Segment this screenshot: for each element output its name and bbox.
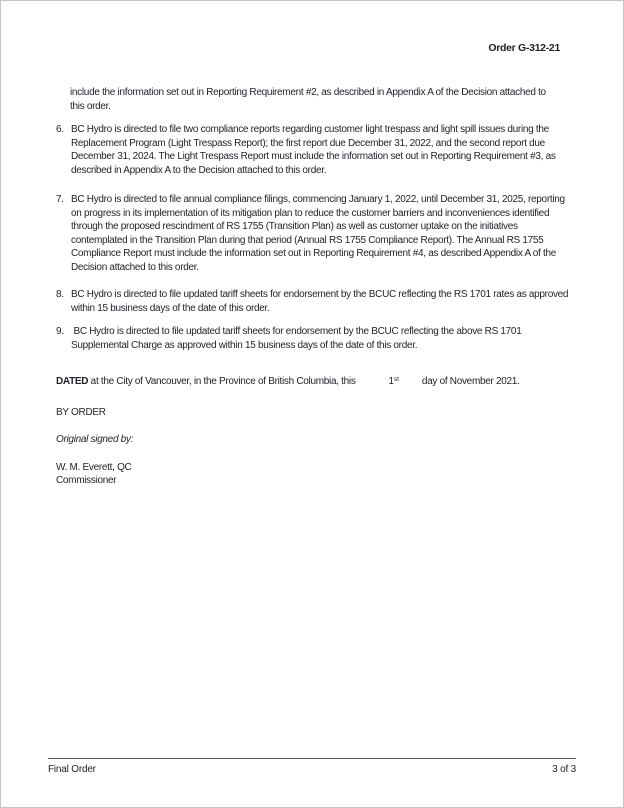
directive-text: BC Hydro is directed to file annual compliance filings, commencing January 1, 2022, until December 31, 2025, reporting on progress in its implementation of its mitigation plan to reduce the customer barriers and inconveniences identified through the proposed rescindment of RS 1755 (Transition Plan) as well as customer uptake on the initiatives contemplated in the Transition Plan during that period (Annual RS 1755 Compliance Report). The Annual RS 1755 Compliance Report must include the information set out in Reporting Requirement #4, as described Appendix A of the Decision attached to this order. (71, 194, 568, 273)
original-signed-note: Original signed by: (56, 433, 134, 445)
by-order-label: BY ORDER (56, 406, 106, 418)
signature-block (56, 461, 572, 488)
continuation-paragraph: include the information set out in Reporting Requirement #2, as described in Appendix A of the Decision attached to this order. (70, 87, 549, 112)
directive-item-6 (56, 123, 572, 177)
footer-page-number: 3 of 3 (552, 764, 576, 775)
signatory-name: W. M. Everett, QC (56, 461, 132, 473)
directive-number: 9. (56, 326, 64, 337)
signatory-title: Commissioner (56, 475, 117, 486)
directive-text: BC Hydro is directed to file updated tariff sheets for endorsement by the BCUC reflecting the RS 1701 rates as approved within 15 business days of the date of this order. (71, 289, 571, 314)
order-number: Order G-312-21 (488, 42, 560, 54)
directive-number: 7. (56, 194, 64, 205)
directive-text: BC Hydro is directed to file two compliance reports regarding customer light trespass and light spill issues during the Replacement Program (Light Trespass Report); the first report due December 31, 2022, and the second report due December 31, 2024. The Light Trespass Report must include the information set out in Reporting Requirement #3, as described in Appendix A to the Decision attached to this order. (71, 124, 559, 176)
document-body (56, 86, 572, 488)
directive-number: 8. (56, 289, 64, 300)
dated-date-text: day of November 2021. (421, 376, 520, 387)
footer-document-type: Final Order (48, 764, 96, 775)
dated-location-text: at the City of Vancouver, in the Province of British Columbia, this (88, 376, 356, 387)
page-footer (48, 758, 576, 777)
directive-item-7 (56, 193, 572, 274)
directive-item-9 (56, 325, 572, 352)
directive-text: BC Hydro is directed to file updated tariff sheets for endorsement by the BCUC reflecting the above RS 1701 Supplemental Charge as approved within 15 business days of the date of this order. (71, 326, 524, 351)
dated-day-number: 1 (388, 376, 394, 387)
directive-number: 6. (56, 124, 64, 135)
dated-line (56, 375, 572, 390)
dated-label: DATED (56, 376, 89, 387)
dated-day-ordinal: st (393, 375, 399, 383)
directive-item-8 (56, 288, 572, 315)
